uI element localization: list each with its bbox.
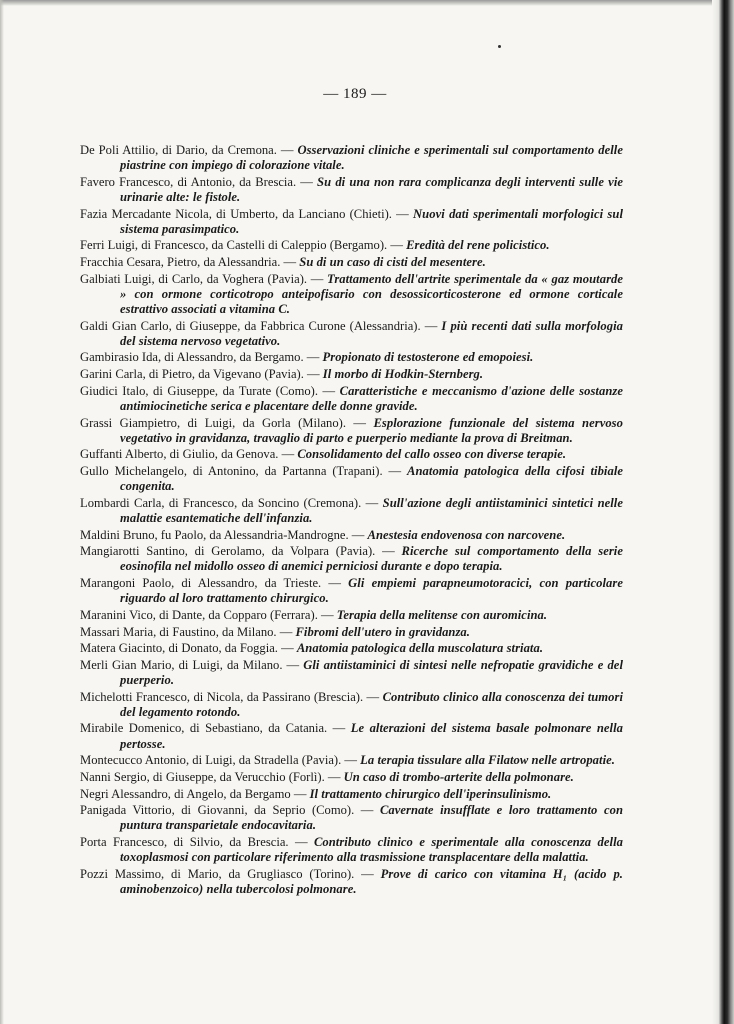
entry-title: Contributo clinico alla conoscenza dei tumori del legamento rotondo. (120, 689, 623, 719)
entry-author: Pozzi Massimo, di Mario, da Grugliasco (Torino). — (80, 866, 374, 881)
scan-edge-top (0, 0, 734, 6)
entry-title: Esplorazione funzionale del sistema nervoso vegetativo in gravidanza, travaglio di parto e puerperio mediante la prova di Breitman. (120, 415, 623, 445)
entry-author: Galbiati Luigi, di Carlo, da Voghera (Pavia). — (80, 271, 324, 286)
scan-edge-left (0, 0, 4, 1024)
list-item (80, 753, 623, 768)
list-item (80, 608, 623, 623)
entry-author: Matera Giacinto, di Donato, da Foggia. — (80, 641, 294, 656)
list-item (80, 367, 623, 382)
entry-author: Garini Carla, di Pietro, da Vigevano (Pavia). — (80, 367, 320, 382)
entry-author: Lombardi Carla, di Francesco, da Soncino (Cremona). — (80, 495, 379, 510)
list-item (80, 238, 623, 253)
list-item (80, 384, 623, 414)
entry-author: Nanni Sergio, di Giuseppe, da Verucchio (Forlì). — (80, 769, 341, 784)
list-item (80, 272, 623, 317)
entry-author: Maranini Vico, di Dante, da Copparo (Ferrara). — (80, 607, 334, 622)
list-item (80, 690, 623, 720)
entry-title: Osservazioni cliniche e sperimentali sul comportamento delle piastrine con impiego di colorazione vitale. (120, 143, 623, 173)
entry-title: Anatomia patologica della muscolatura striata. (296, 641, 544, 656)
entry-title: Terapia della melitense con auromicina. (336, 607, 548, 622)
entry-author: Gambirasio Ida, di Alessandro, da Bergamo. — (80, 350, 320, 365)
entry-title: Il morbo di Hodkin-Sternberg. (322, 367, 484, 382)
list-item (80, 770, 623, 785)
scan-speck (498, 45, 501, 48)
list-item (80, 496, 623, 526)
entry-title: I più recenti dati sulla morfologia del sistema nervoso vegetativo. (120, 318, 623, 348)
entry-author: Galdi Gian Carlo, di Giuseppe, da Fabbrica Curone (Alessandria). — (80, 318, 438, 333)
list-item (80, 350, 623, 365)
entry-author: Michelotti Francesco, di Nicola, da Passirano (Brescia). — (80, 689, 380, 704)
entry-author: De Poli Attilio, di Dario, da Cremona. — (80, 143, 294, 157)
entry-author: Massari Maria, di Faustino, da Milano. — (80, 624, 293, 639)
entry-title: Consolidamento del callo osseo con diverse terapie. (297, 447, 567, 462)
entry-author: Fracchia Cesara, Pietro, da Alessandria. — (80, 255, 297, 270)
entry-author: Favero Francesco, di Antonio, da Brescia. — (80, 174, 313, 189)
entry-title: Su di un caso di cisti del mesentere. (299, 255, 486, 270)
entry-title: Gli empiemi parapneumotoracici, con particolare riguardo al loro trattamento chirurgico. (120, 576, 623, 606)
thesis-list (80, 143, 623, 899)
list-item (80, 175, 623, 205)
entry-title: Fibromi dell'utero in gravidanza. (295, 624, 470, 639)
entry-title: Le alterazioni del sistema basale polmonare nella pertosse. (120, 721, 623, 751)
list-item (80, 255, 623, 270)
list-item (80, 721, 623, 751)
entry-title: Ricerche sul comportamento della serie eosinofila nel midollo osseo di anemici perniciosi durante e dopo terapia. (120, 544, 623, 574)
list-item (80, 319, 623, 349)
entry-author: Fazia Mercadante Nicola, di Umberto, da Lanciano (Chieti). — (80, 206, 409, 221)
entry-author: Negri Alessandro, di Angelo, da Bergamo — (80, 786, 307, 801)
entry-author: Gullo Michelangelo, di Antonino, da Partanna (Trapani). — (80, 464, 402, 478)
entry-title: Prove di carico con vitamina H₁ (acido p. aminobenzoico) nella tubercolosi polmonare. (120, 866, 623, 896)
entry-author: Ferri Luigi, di Francesco, da Castelli di Caleppio (Bergamo). — (80, 238, 403, 253)
entry-title: Gli antiistaminici di sintesi nelle nefropatie gravidiche e del puerperio. (120, 657, 623, 687)
list-item (80, 787, 623, 802)
entry-author: Mirabile Domenico, di Sebastiano, da Catania. — (80, 721, 346, 736)
entry-title: Contributo clinico e sperimentale alla conoscenza della toxoplasmosi con particolare riferimento alla trasmissione transplacentare della malattia. (120, 835, 623, 865)
list-item (80, 416, 623, 446)
entry-title: Trattamento dell'artrite sperimentale da « gaz moutarde » con ormone corticotropo anteipofisario con desossicorticosterone ed ormone corticale estrattivo associati a vitamina C. (120, 271, 624, 316)
list-item (80, 658, 623, 688)
entry-author: Panigada Vittorio, di Giovanni, da Seprio (Como). — (80, 803, 374, 818)
entry-author: Mangiarotti Santino, di Gerolamo, da Volpara (Pavia). — (80, 544, 395, 559)
entry-author: Guffanti Alberto, di Giulio, da Genova. — (80, 447, 295, 462)
entry-author: Maldini Bruno, fu Paolo, da Alessandria-Mandrogne. — (80, 527, 365, 542)
entry-title: Un caso di trombo-arterite della polmonare. (343, 769, 574, 784)
entry-author: Giudici Italo, di Giuseppe, da Turate (Como). — (80, 383, 336, 398)
entry-title: Sull'azione degli antiistaminici sintetici nelle malattie esantematiche dell'infanzia. (120, 495, 623, 525)
list-item (80, 207, 623, 237)
entry-author: Montecucco Antonio, di Luigi, da Stradella (Pavia). — (80, 753, 358, 768)
list-item (80, 464, 623, 494)
entry-title: Su di una non rara complicanza degli interventi sulle vie urinarie alte: le fistole. (120, 174, 624, 204)
entry-title: Propionato di testosterone ed emopoiesi. (322, 350, 534, 365)
entry-title: Il trattamento chirurgico dell'iperinsulinismo. (309, 786, 552, 801)
entry-title: Anatomia patologica della cifosi tibiale congenita. (120, 464, 624, 494)
list-item (80, 576, 623, 606)
entry-author: Marangoni Paolo, di Alessandro, da Trieste. — (80, 576, 341, 591)
entry-title: Caratteristiche e meccanismo d'azione delle sostanze antimiocinetiche serica e placentare delle donne gravide. (120, 383, 623, 413)
entry-title: Nuovi dati sperimentali morfologici sul sistema parasimpatico. (120, 206, 623, 236)
scan-edge-right (712, 0, 734, 1024)
entry-title: Cavernate insufflate e loro trattamento con puntura transparietale endocavitaria. (120, 803, 623, 833)
list-item (80, 641, 623, 656)
list-item (80, 867, 623, 897)
list-item (80, 544, 623, 574)
entry-title: Eredità del rene policistico. (406, 238, 550, 253)
entry-author: Porta Francesco, di Silvio, da Brescia. — (80, 835, 308, 850)
list-item (80, 447, 623, 462)
entry-author: Merli Gian Mario, di Luigi, da Milano. — (80, 657, 300, 672)
list-item (80, 625, 623, 640)
entry-title: La terapia tissulare alla Filatow nelle artropatie. (360, 753, 615, 768)
entry-title: Anestesia endovenosa con narcovene. (367, 527, 566, 542)
list-item (80, 143, 623, 173)
entry-author: Grassi Giampietro, di Luigi, da Gorla (Milano). — (80, 415, 367, 430)
list-item (80, 803, 623, 833)
list-item (80, 528, 623, 543)
page-number: — 189 — (323, 86, 387, 102)
list-item (80, 835, 623, 865)
